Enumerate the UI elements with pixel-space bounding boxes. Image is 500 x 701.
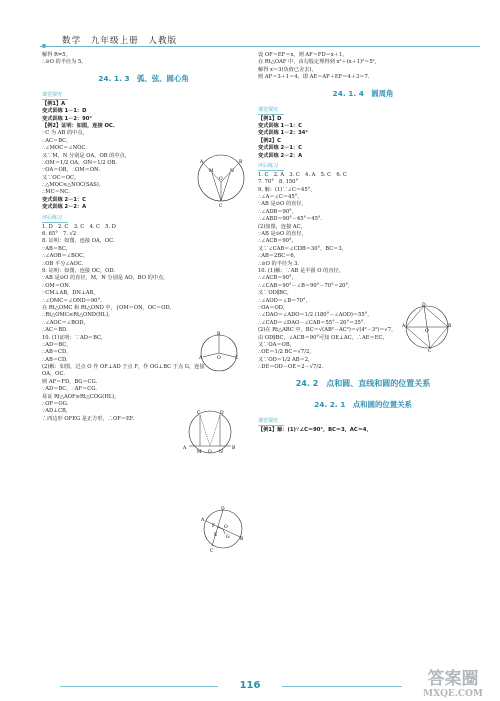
text-line: ∴DE＝OD－OE＝2－√7/2.	[258, 364, 324, 371]
text-line: ∴OB 平分∠AOC.	[42, 260, 84, 267]
figure-label: N	[219, 450, 223, 455]
text-line: ∵AD＝BC，∴AF＝CG.	[42, 386, 97, 393]
figure-label: G	[226, 535, 230, 540]
text-line: 变式训练 1－1：C	[258, 122, 302, 129]
text-line: 又∵M，N 分别是 OA，OB 的中点，	[42, 152, 130, 159]
page-number: 116	[239, 680, 261, 691]
text-line: 设 OF＝EF＝x，则 AF＝FD＝x＋1，	[258, 52, 348, 58]
text-line: 1. C 2. A 3. C 4. A 5. C 6. C	[258, 171, 347, 178]
figure-label: O	[219, 177, 223, 182]
text-line: ∴∠CAD＝∠DAO－∠CAB＝55°－20°＝35°.	[258, 319, 366, 326]
text-line: 解得 x＝3(负值已舍去)，	[258, 66, 317, 73]
text-line: 变式训练 2－1：C	[258, 145, 302, 152]
text-line: ∵OA＝OB，∴OM＝ON.	[42, 167, 100, 174]
text-line: 1. D 2. C 3. C 4. C 5. D	[42, 223, 116, 230]
header-title: 数学 九年级上册 人教版	[62, 36, 178, 46]
footer-rule-right	[282, 686, 402, 687]
text-line: ∴AB＝CD，	[42, 349, 72, 356]
text-line: ∴∠A＝∠C＝45°，	[258, 194, 303, 201]
page-header	[0, 0, 500, 52]
tag-explore-right-2: 课堂探究	[258, 418, 284, 426]
text-line: ∴⊙O 的半径为 5。	[42, 59, 87, 66]
figure-circle-cd	[180, 408, 240, 456]
figure-circle-ofeg	[200, 506, 246, 552]
watermark-url: MXQE.COM	[423, 689, 483, 699]
figure-label: D	[422, 303, 426, 308]
text-line: ∴AB＝CD.	[42, 356, 68, 363]
text-line: 又∵∠CAB＝∠CDB＝30°，BC＝3，	[258, 245, 347, 252]
text-line: ∴四边形 OFEG 是正方形，∴OF＝EF.	[42, 415, 135, 422]
text-line: 又∵OD＝1/2 AB＝2，	[258, 356, 314, 363]
figure-label: B	[239, 160, 243, 165]
figure-label: A	[199, 356, 203, 361]
text-line: ∴∠ADB＝90°，	[258, 208, 297, 215]
text-line: ∴∠AOC＝∠BOD，	[42, 319, 89, 326]
text-line: ∴⊙O 的半径为 3.	[258, 260, 299, 267]
watermark-text: 答案圈	[427, 669, 479, 689]
text-line: 变式训练 2－2：A	[258, 152, 303, 159]
figure-label: C	[197, 411, 201, 416]
figure-label: O	[224, 525, 228, 530]
text-line: ∴OF＝OG.	[42, 401, 69, 408]
watermark-logo	[412, 664, 494, 700]
text-line: 6. 65° 7. √2	[42, 231, 77, 238]
text-line: (2)解：如图，过点 O 作 OF⊥AD 于点 F，作 OG⊥BC 于点 G，连接	[42, 364, 205, 371]
section-title-24-2: 24. 2 点和圆、直线和圆的位置关系	[295, 379, 431, 389]
text-line: ∵AD⊥CB，	[42, 408, 72, 415]
text-line: 在 Rt△OAF 中，由勾股定理得到 x²＋(x＋1)²＝5²，	[258, 59, 380, 66]
figure-circle-abc	[198, 332, 240, 374]
figure-label: A	[201, 518, 205, 523]
figure-label: C	[235, 356, 239, 361]
figure-label: B	[448, 324, 452, 329]
header-rule	[40, 46, 480, 47]
text-line: 变式训练 1－2：34°	[258, 130, 308, 137]
text-line: (2)如图，连接 AC，	[258, 223, 306, 230]
figure-label: O	[208, 450, 212, 455]
text-line: 则 AF＝FD，BG＝CG.	[42, 378, 98, 385]
figure-label: M	[197, 450, 202, 455]
text-line: ∴∠ABD＝90°－45°＝45°.	[258, 216, 323, 223]
text-line: ∴OE＝1/2 BC＝√7/2，	[258, 349, 315, 356]
text-line: ∵C 为 AB 的中点，	[42, 130, 88, 137]
figure-label: D	[221, 507, 225, 512]
text-line: 变式训练 2－2：A	[42, 204, 87, 211]
text-line: ∴∠ACB＝90°，	[258, 238, 297, 245]
figure-label: E	[214, 533, 218, 538]
footer-rule-left	[60, 686, 218, 687]
right-column	[258, 52, 468, 435]
text-line: ∴∠AOB＝∠BOC，	[42, 253, 89, 260]
text-line: (2)在 Rt△ABC 中，BC＝√(AB²－AC²)＝√(4²－3²)＝√7，	[258, 327, 397, 334]
text-line: 9. 解：(1)∵∠C＝45°，	[258, 186, 316, 193]
text-line: 又∵OA＝OB，	[258, 341, 295, 348]
text-line: ∴OM＝1/2 OA，ON＝1/2 OB.	[42, 159, 117, 166]
figure-label: C	[210, 549, 214, 554]
section-title-24-1-3: 24. 1. 3 弧、弦、圆心角	[98, 73, 189, 83]
text-line: 【例2】C	[258, 137, 281, 144]
text-line: 【例2】证明：如图，连接 OC.	[42, 122, 115, 129]
tag-explore-right: 课堂探究	[258, 107, 284, 115]
figure-label: B	[217, 332, 221, 337]
figure-label: C	[219, 204, 223, 209]
figure-circle-mon	[195, 152, 247, 209]
text-line: ∵AB 是⊙O 的直径，	[258, 201, 307, 208]
text-line: 又∵OD∥BC，	[258, 290, 293, 297]
text-line: 变式训练 1－1：D	[42, 108, 87, 115]
figure-label: C	[428, 349, 432, 354]
text-line: ∵OA＝OD，	[258, 304, 289, 311]
text-line: 又∵OC＝OC，	[42, 174, 80, 181]
text-line: ∴∠MOC＝∠NOC.	[42, 145, 87, 152]
text-line: 易证 Rt△AOF≌Rt△COG(HL)，	[42, 393, 120, 400]
text-line: ∵AB 是⊙O 的直径，M，N 分别是 AO，BO 的中点，	[42, 275, 169, 282]
figure-label: F	[212, 524, 216, 529]
text-line: ∴AD＝BC，	[42, 341, 72, 348]
tag-practice-right: 评后练习	[258, 163, 284, 171]
text-line: 7. 70° 8. 150°	[258, 179, 299, 186]
text-line: ∴MC＝NC.	[42, 189, 70, 196]
text-line: ∴AC＝BC，	[42, 137, 72, 144]
text-line: ∴∠ACB＝90°，	[258, 275, 297, 282]
figure-label: N	[230, 169, 234, 174]
text-line: ∴∠OMC＝∠OND＝90°.	[42, 297, 102, 304]
text-line: ∵AB＝BC，	[42, 245, 72, 252]
text-line: ∴∠AOD＝∠B＝70°，	[258, 297, 311, 304]
tag-explore: 课堂探究	[42, 92, 68, 100]
text-line: 10. (1)解：∵AB 是半圆 O 的直径，	[258, 267, 344, 274]
text-line: 8. 证明：如图，连接 OA，OC.	[42, 238, 115, 245]
text-line: ∴△MOC≌△NOC(SAS)，	[42, 182, 105, 189]
section-title-24-1-4: 24. 1. 4 圆周角	[332, 88, 394, 98]
tag-practice: 评后练习	[42, 215, 68, 223]
figure-label: D	[220, 411, 224, 416]
text-line: ∴AB＝2BC＝6，	[258, 253, 299, 260]
text-line: ∵CM⊥AB，DN⊥AB，	[42, 290, 99, 297]
figure-label: O	[425, 329, 429, 334]
text-line: ∴∠CAB＝90°－∠B＝90°－70°＝20°，	[258, 282, 354, 289]
text-line: 则 AF＝3＋1＝4，即 AE＝AF＋EF＝4＋3＝7.	[258, 74, 370, 81]
text-line: 【例1】A	[42, 100, 66, 107]
text-line: ∵AB 是⊙O 的直径，	[258, 231, 307, 238]
text-line: OA，OC.	[42, 371, 65, 378]
text-line: 解得 R=5。	[42, 52, 71, 58]
figure-label: M	[209, 169, 214, 174]
text-line: 【例1】D	[258, 115, 282, 122]
text-line: 由 OD∥BC，∠ACB＝90°可知 OE⊥AC，∴AE＝EC，	[258, 334, 388, 341]
text-line: 变式训练 2－1：C	[42, 196, 86, 203]
figure-label: B	[232, 446, 236, 451]
text-line: ∴Rt△OMC≌Rt△OND(HL)，	[42, 312, 114, 319]
text-line: ∴∠DAO＝∠ADO＝1/2 (180°－∠AOD)＝55°，	[258, 312, 373, 319]
figure-label: A	[200, 160, 204, 165]
figure-label: A	[402, 324, 406, 329]
figure-label: B	[240, 537, 244, 542]
text-line: 【例1】解：(1)∵∠C＝90°，BC＝3，AC＝4，	[258, 427, 372, 434]
text-line: 9. 证明：如图，连接 OC，OD.	[42, 267, 116, 274]
text-line: ∴OM＝ON.	[42, 282, 71, 289]
figure-circle-adbc	[402, 302, 452, 352]
text-line: 10. (1)证明：∵AD＝BC，	[42, 334, 107, 341]
text-line: 在 Rt△OMC 和 Rt△OND 中，{OM＝ON，OC＝OD，	[42, 304, 175, 311]
page-number-box	[222, 678, 278, 694]
section-title-24-2-1: 24. 2. 1 点和圆的位置关系	[314, 400, 412, 410]
figure-label: O	[217, 356, 221, 361]
text-line: 变式训练 1－2：90°	[42, 115, 92, 122]
figure-label: A	[183, 446, 187, 451]
text-line: ∴AC＝BD.	[42, 327, 68, 334]
